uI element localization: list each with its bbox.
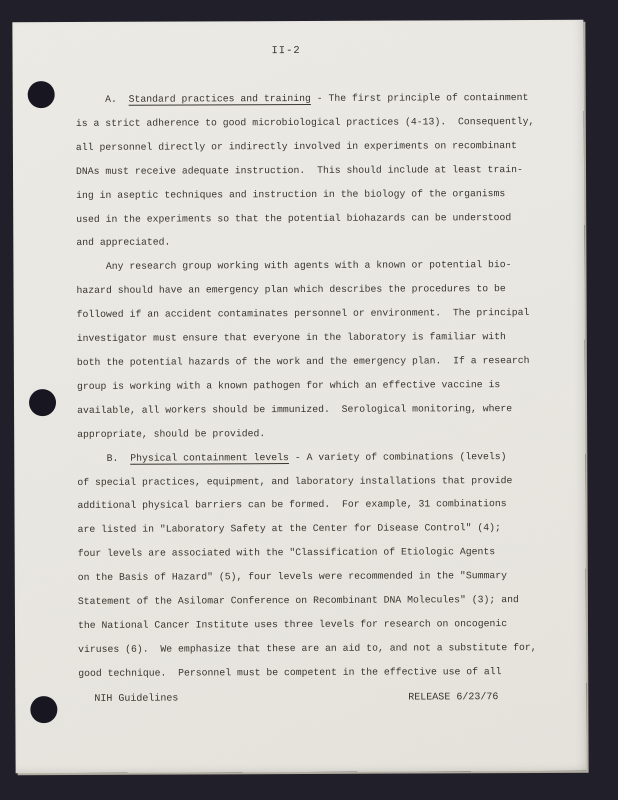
text-line: Statement of the Asilomar Conference on Recombinant DNA Molecules" (3); and — [77, 594, 519, 608]
text-line: A. Standard practices and training - The first principle of containment — [75, 91, 529, 105]
text-line: followed if an accident contaminates personnel or environment. The principal — [76, 307, 530, 321]
text-line: ing in aseptic techniques and instruction in the biology of the organisms — [76, 187, 506, 201]
text-line: viruses (6). We emphasize that these are an aid to, and not a substitute for, — [78, 641, 537, 655]
footer-release-date: RELEASE 6/23/76 — [408, 692, 499, 704]
text-line: both the potential hazards of the work and the emergency plan. If a research — [76, 354, 530, 368]
text-line: Any research group working with agents with a known or potential bio- — [76, 259, 512, 273]
text-line: additional physical barriers can be formed. For example, 31 combinations — [77, 498, 507, 512]
text-line: and appreciated. — [76, 236, 171, 249]
text-line: is a strict adherence to good microbiological practices (4-13). Consequently, — [75, 115, 535, 129]
punch-hole-middle — [29, 389, 56, 416]
text-line: hazard should have an emergency plan which describes the procedures to be — [76, 283, 506, 297]
text-line: B. Physical containment levels - A variety of combinations (levels) — [77, 450, 507, 464]
document-body — [76, 86, 571, 686]
text-line: the National Cancer Institute uses three levels for research on oncogenic — [77, 618, 508, 631]
text-line: are listed in "Laboratory Safety at the Center for Disease Control" (4); — [77, 522, 501, 536]
text-line: appropriate, should be provided. — [77, 427, 266, 440]
document-page — [12, 20, 586, 773]
text-line: DNAs must receive adequate instruction. This should include at least train- — [75, 163, 523, 177]
text-line: good technique. Personnel must be competent in the effective use of all — [78, 665, 502, 679]
punch-hole-bottom — [30, 696, 57, 723]
punch-hole-top — [28, 81, 55, 108]
text-line: all personnel directly or indirectly involved in experiments on recombinant — [75, 139, 517, 153]
text-line: used in the experiments so that the potential biohazards can be understood — [76, 211, 512, 225]
text-line: group is working with a known pathogen for which an effective vaccine is — [76, 378, 501, 392]
page-number: II-2 — [271, 44, 301, 58]
text-line: of special practices, equipment, and laboratory installations that provide — [77, 474, 513, 488]
text-line: four levels are associated with the "Classification of Etiologic Agents — [77, 546, 496, 560]
text-line: on the Basis of Hazard" (5), four levels were recommended in the "Summary — [77, 570, 507, 584]
text-line: investigator must ensure that everyone in the laboratory is familiar with — [76, 331, 506, 345]
text-line: available, all workers should be immunized. Serological monitoring, where — [77, 402, 513, 416]
footer-document-title: NIH Guidelines — [94, 693, 179, 705]
page-footer — [94, 686, 498, 712]
